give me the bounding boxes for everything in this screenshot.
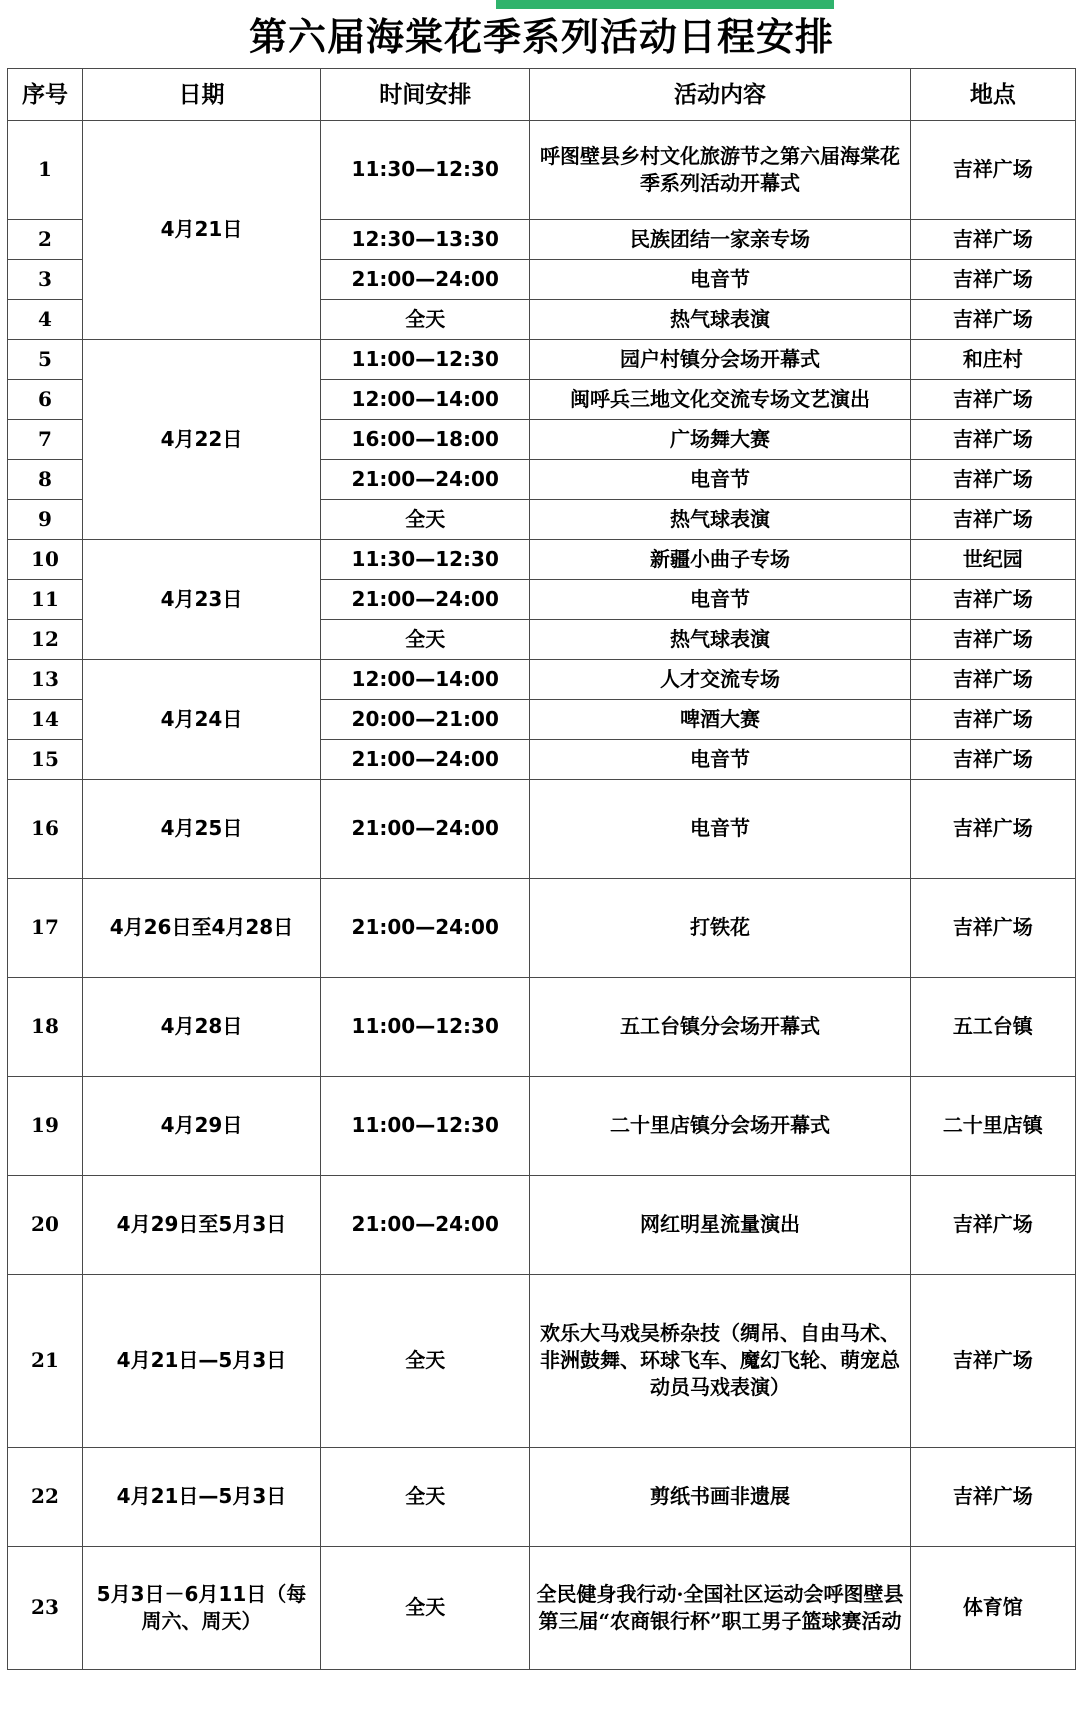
cell-activity: 热气球表演 xyxy=(530,619,910,659)
cell-no: 23 xyxy=(8,1546,83,1669)
cell-no: 16 xyxy=(8,779,83,878)
cell-no: 6 xyxy=(8,379,83,419)
cell-time: 11:00—12:30 xyxy=(321,339,530,379)
cell-date: 4月24日 xyxy=(82,659,320,779)
cell-place: 吉祥广场 xyxy=(910,579,1075,619)
table-header-row xyxy=(8,68,1076,120)
cell-activity: 电音节 xyxy=(530,779,910,878)
cell-time: 21:00—24:00 xyxy=(321,1175,530,1274)
table-row xyxy=(8,1546,1076,1669)
cell-no: 11 xyxy=(8,579,83,619)
cell-activity: 闽呼兵三地文化交流专场文艺演出 xyxy=(530,379,910,419)
cell-no: 7 xyxy=(8,419,83,459)
cell-time: 21:00—24:00 xyxy=(321,259,530,299)
cell-no: 10 xyxy=(8,539,83,579)
table-row xyxy=(8,1274,1076,1447)
cell-time: 21:00—24:00 xyxy=(321,739,530,779)
cell-activity: 呼图壁县乡村文化旅游节之第六届海棠花季系列活动开幕式 xyxy=(530,120,910,219)
cell-time: 21:00—24:00 xyxy=(321,878,530,977)
title-bar xyxy=(0,0,1083,68)
cell-place: 吉祥广场 xyxy=(910,259,1075,299)
cell-activity: 电音节 xyxy=(530,579,910,619)
cell-place: 吉祥广场 xyxy=(910,1175,1075,1274)
column-header-place: 地点 xyxy=(910,68,1075,120)
top-green-strip xyxy=(496,0,834,9)
cell-activity: 广场舞大赛 xyxy=(530,419,910,459)
cell-activity: 啤酒大赛 xyxy=(530,699,910,739)
cell-time: 20:00—21:00 xyxy=(321,699,530,739)
cell-time: 全天 xyxy=(321,1447,530,1546)
cell-no: 8 xyxy=(8,459,83,499)
table-row xyxy=(8,878,1076,977)
cell-no: 22 xyxy=(8,1447,83,1546)
cell-time: 21:00—24:00 xyxy=(321,779,530,878)
cell-time: 全天 xyxy=(321,299,530,339)
cell-no: 18 xyxy=(8,977,83,1076)
page-title: 第六届海棠花季系列活动日程安排 xyxy=(248,14,834,59)
cell-time: 12:30—13:30 xyxy=(321,219,530,259)
cell-place: 吉祥广场 xyxy=(910,699,1075,739)
cell-activity: 五工台镇分会场开幕式 xyxy=(530,977,910,1076)
cell-date: 4月23日 xyxy=(82,539,320,659)
cell-no: 13 xyxy=(8,659,83,699)
cell-place: 吉祥广场 xyxy=(910,459,1075,499)
cell-date: 4月26日至4月28日 xyxy=(82,878,320,977)
table-row xyxy=(8,977,1076,1076)
column-header-date: 日期 xyxy=(82,68,320,120)
cell-activity: 人才交流专场 xyxy=(530,659,910,699)
cell-no: 19 xyxy=(8,1076,83,1175)
cell-activity: 欢乐大马戏吴桥杂技（绸吊、自由马术、非洲鼓舞、环球飞车、魔幻飞轮、萌宠总动员马戏表演） xyxy=(530,1274,910,1447)
cell-activity: 剪纸书画非遗展 xyxy=(530,1447,910,1546)
cell-activity: 新疆小曲子专场 xyxy=(530,539,910,579)
cell-time: 全天 xyxy=(321,499,530,539)
cell-activity: 民族团结一家亲专场 xyxy=(530,219,910,259)
cell-place: 吉祥广场 xyxy=(910,619,1075,659)
cell-time: 11:00—12:30 xyxy=(321,1076,530,1175)
schedule-table xyxy=(7,68,1076,1670)
cell-no: 12 xyxy=(8,619,83,659)
cell-no: 5 xyxy=(8,339,83,379)
cell-time: 16:00—18:00 xyxy=(321,419,530,459)
cell-time: 11:30—12:30 xyxy=(321,120,530,219)
table-row xyxy=(8,339,1076,379)
cell-no: 20 xyxy=(8,1175,83,1274)
cell-no: 14 xyxy=(8,699,83,739)
cell-time: 全天 xyxy=(321,1546,530,1669)
schedule-table-body xyxy=(8,120,1076,1669)
column-header-activity: 活动内容 xyxy=(530,68,910,120)
cell-time: 全天 xyxy=(321,1274,530,1447)
cell-activity: 打铁花 xyxy=(530,878,910,977)
cell-time: 12:00—14:00 xyxy=(321,659,530,699)
cell-time: 11:00—12:30 xyxy=(321,977,530,1076)
cell-date: 4月29日至5月3日 xyxy=(82,1175,320,1274)
cell-place: 吉祥广场 xyxy=(910,739,1075,779)
cell-no: 15 xyxy=(8,739,83,779)
cell-date: 4月21日—5月3日 xyxy=(82,1274,320,1447)
cell-activity: 网红明星流量演出 xyxy=(530,1175,910,1274)
cell-no: 9 xyxy=(8,499,83,539)
cell-no: 1 xyxy=(8,120,83,219)
table-row xyxy=(8,539,1076,579)
cell-place: 吉祥广场 xyxy=(910,499,1075,539)
cell-date: 5月3日－6月11日（每周六、周天） xyxy=(82,1546,320,1669)
table-row xyxy=(8,1447,1076,1546)
cell-place: 吉祥广场 xyxy=(910,1447,1075,1546)
cell-place: 吉祥广场 xyxy=(910,659,1075,699)
cell-place: 吉祥广场 xyxy=(910,219,1075,259)
cell-date: 4月21日 xyxy=(82,120,320,339)
cell-time: 11:30—12:30 xyxy=(321,539,530,579)
cell-place: 世纪园 xyxy=(910,539,1075,579)
column-header-no: 序号 xyxy=(8,68,83,120)
cell-activity: 热气球表演 xyxy=(530,299,910,339)
cell-activity: 电音节 xyxy=(530,739,910,779)
cell-activity: 二十里店镇分会场开幕式 xyxy=(530,1076,910,1175)
cell-place: 体育馆 xyxy=(910,1546,1075,1669)
cell-time: 12:00—14:00 xyxy=(321,379,530,419)
table-row xyxy=(8,659,1076,699)
cell-time: 21:00—24:00 xyxy=(321,459,530,499)
cell-date: 4月29日 xyxy=(82,1076,320,1175)
table-row xyxy=(8,120,1076,219)
cell-activity: 热气球表演 xyxy=(530,499,910,539)
cell-place: 吉祥广场 xyxy=(910,120,1075,219)
cell-place: 和庄村 xyxy=(910,339,1075,379)
cell-date: 4月28日 xyxy=(82,977,320,1076)
cell-date: 4月22日 xyxy=(82,339,320,539)
table-row xyxy=(8,1076,1076,1175)
cell-place: 吉祥广场 xyxy=(910,779,1075,878)
cell-no: 17 xyxy=(8,878,83,977)
column-header-time: 时间安排 xyxy=(321,68,530,120)
cell-no: 2 xyxy=(8,219,83,259)
cell-time: 21:00—24:00 xyxy=(321,579,530,619)
cell-date: 4月21日—5月3日 xyxy=(82,1447,320,1546)
cell-place: 吉祥广场 xyxy=(910,1274,1075,1447)
cell-activity: 电音节 xyxy=(530,459,910,499)
cell-no: 4 xyxy=(8,299,83,339)
cell-activity: 全民健身我行动·全国社区运动会呼图壁县第三届“农商银行杯”职工男子篮球赛活动 xyxy=(530,1546,910,1669)
cell-time: 全天 xyxy=(321,619,530,659)
cell-no: 3 xyxy=(8,259,83,299)
cell-place: 吉祥广场 xyxy=(910,419,1075,459)
cell-activity: 电音节 xyxy=(530,259,910,299)
table-row xyxy=(8,1175,1076,1274)
cell-no: 21 xyxy=(8,1274,83,1447)
table-row xyxy=(8,779,1076,878)
cell-place: 吉祥广场 xyxy=(910,878,1075,977)
cell-place: 吉祥广场 xyxy=(910,299,1075,339)
cell-place: 二十里店镇 xyxy=(910,1076,1075,1175)
cell-date: 4月25日 xyxy=(82,779,320,878)
cell-place: 五工台镇 xyxy=(910,977,1075,1076)
cell-activity: 园户村镇分会场开幕式 xyxy=(530,339,910,379)
cell-place: 吉祥广场 xyxy=(910,379,1075,419)
